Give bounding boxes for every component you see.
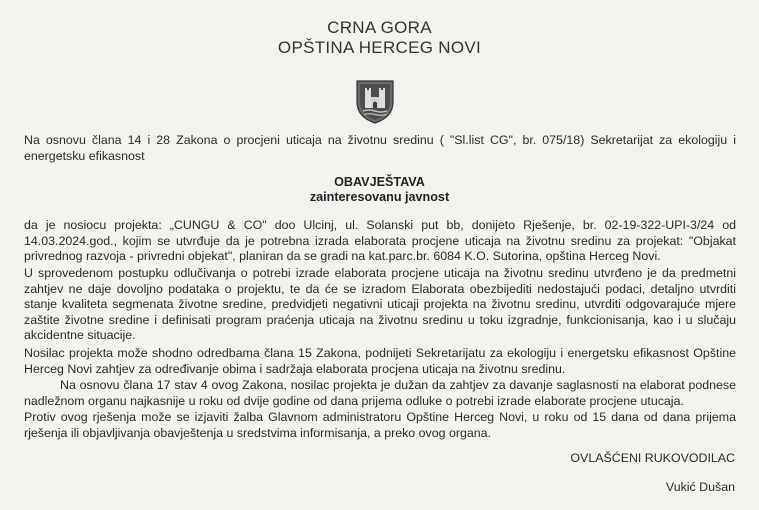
signatory-name: Vukić Dušan: [665, 480, 735, 494]
appeal-paragraph: Protiv ovog rješenja može se izjaviti žalba Glavnom administratoru Opštine Herceg Novi, u roku od 15 dana od dana prijema rješenja ili objavljivanja obavještenja u sredstvima informisanja, a preko ovog organa.: [24, 410, 736, 440]
procedure-paragraph: U sprovedenom postupku odlučivanja o potrebi izrade elaborata procjene uticaja na životnu sredinu utvrđeno je da predmetni zahtjev ne daje dovoljno podataka o projektu, te da će se izradom Elaborata obezbijediti nedostajući podaci, detaljno utvrditi stanje kvaliteta segmenata životne sredine, predvidjeti negativni uticaji projekta na životnu sredinu, utvrditi odgovarajuće mjere zaštite životne sredine i definisati program praćenja uticaja na životnu sredinu u toku izgradnje, funkcionisanja, kao i u slučaju akcidentne situacije.: [24, 266, 736, 343]
signatory-role: OVLAŠĆENI RUKOVODILAC: [570, 451, 735, 465]
notice-title: OBAVJEŠTAVA: [334, 175, 425, 189]
country-heading: CRNA GORA: [327, 18, 432, 37]
intro-paragraph: Na osnovu člana 14 i 28 Zakona o procjeni uticaja na životnu sredinu ( "Sl.list CG", br. 075/18) Sekretarijat za ekologiju i energetsku efikasnost: [24, 133, 736, 163]
decision-paragraph: da je nosiocu projekta: „CUNGU & CO" doo Ulcinj, ul. Solanski put bb, donijeto Rješenje, br. 02-19-322-UPI-3/24 od 14.03.2024.god., kojim se utvrđuje da je potrebna izrada elaborata procjene uticaja na životnu sredinu za projekat: "Objakat privrednog razvoja - privredni objekat", planiran da se gradi na kat.parc.br. 6084 K.O. Sutorina, opština Herceg Novi.: [24, 218, 736, 264]
deadline-paragraph: Na osnovu člana 17 stav 4 ovog Zakona, nosilac projekta je dužan da zahtjev za davanje saglasnosti na elaborat podnese nadležnom organu najkasnije u roku od dvije godine od dana prijema odluke o potrebi izrade elaborate procjene utucaja.: [24, 378, 736, 408]
municipality-heading: OPŠTINA HERCEG NOVI: [277, 38, 482, 57]
scope-request-paragraph: Nosilac projekta može shodno odredbama člana 15 Zakona, podnijeti Sekretarijatu za ekologiju i energetsku efikasnost Opštine Herceg Novi zahtjev za određivanje obima i sadržaja elaborata procjena uticaja na životnu sredinu.: [24, 346, 736, 376]
notice-subtitle: zainteresovanu javnost: [309, 190, 450, 204]
herceg-novi-coat-of-arms-icon: [354, 78, 396, 124]
